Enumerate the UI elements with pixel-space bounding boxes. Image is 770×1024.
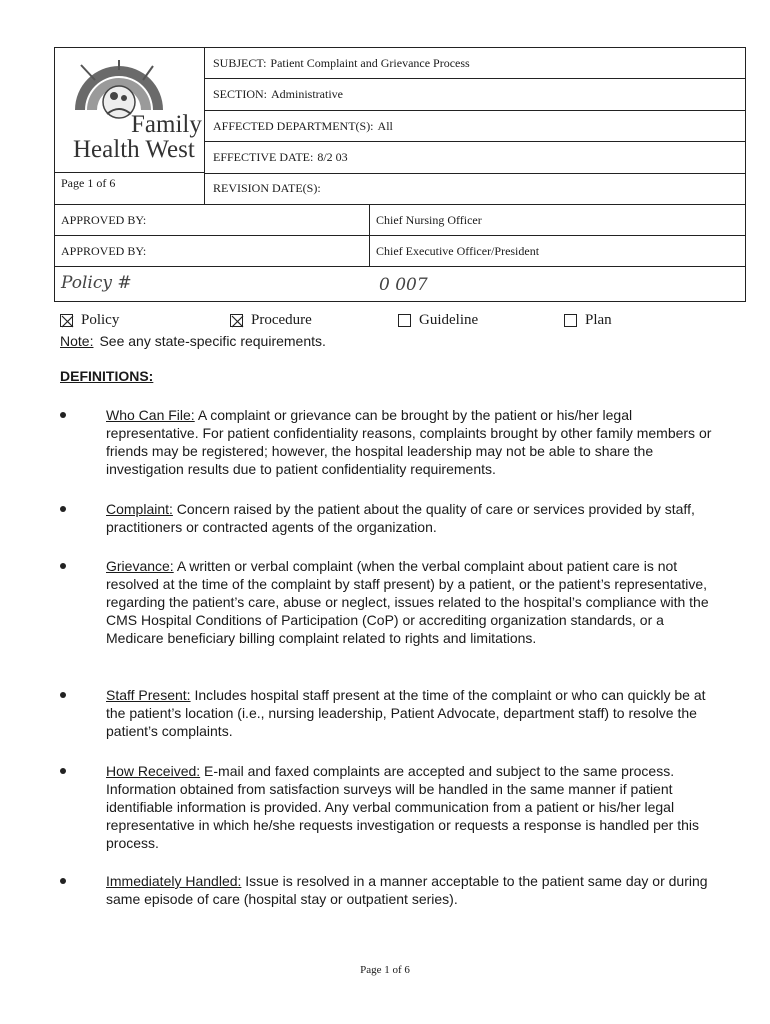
bullet-icon xyxy=(60,692,66,698)
section-label: SECTION: xyxy=(213,87,267,102)
definition-item xyxy=(60,406,720,478)
bullet-icon xyxy=(60,768,66,774)
definition-text: A complaint or grievance can be brought by the patient or his/her legal representative. For patient confidentiality reasons, complaints brought by other family members or friends may be registered; however, the hospital leadership may not be able to share the investigation results due to patient confidentiality requirements. xyxy=(106,407,712,477)
departments-row xyxy=(205,111,745,142)
procedure-checkbox[interactable] xyxy=(230,314,243,327)
document-type-options xyxy=(60,312,740,334)
effective-date-label: EFFECTIVE DATE: xyxy=(213,149,314,164)
guideline-label: Guideline xyxy=(419,312,479,328)
guideline-checkbox[interactable] xyxy=(398,314,411,327)
definitions-heading: DEFINITIONS: xyxy=(60,368,154,384)
definition-text: Issue is resolved in a manner acceptable to the patient same day or during same episode of care (hospital stay or outpatient series). xyxy=(106,873,708,907)
plan-checkbox[interactable] xyxy=(564,314,577,327)
definition-term: How Received: xyxy=(106,763,201,779)
definition-text: E-mail and faxed complaints are accepted and subject to the same process. Information obtained from satisfaction surveys will be handled in the same manner if patient identifiable information is provided. Any verbal communication from a patient or his/her legal representative in which he/she requests investigation or requests a response is handled per this process. xyxy=(106,763,700,851)
definition-text: Concern raised by the patient about the quality of care or services provided by staff, practitioners or contracted agents of the organization. xyxy=(106,501,695,535)
definition-item xyxy=(60,762,720,852)
approved-by-row-2 xyxy=(55,236,745,267)
page-of-label: Page 1 of 6 xyxy=(61,176,116,190)
subject-row xyxy=(205,48,745,79)
section-row xyxy=(205,79,745,110)
departments-value: All xyxy=(377,118,393,133)
checked-x-icon xyxy=(231,315,244,328)
logo-cell xyxy=(55,48,205,204)
policy-number-handwritten-label: Policy # xyxy=(61,273,132,293)
subject-value: Patient Complaint and Grievance Process xyxy=(270,55,470,70)
type-procedure[interactable] xyxy=(230,312,312,329)
definition-term: Staff Present: xyxy=(106,687,191,703)
bullet-icon xyxy=(60,506,66,512)
note-label: Note: xyxy=(60,333,94,349)
definition-item xyxy=(60,872,720,908)
policy-label: Policy xyxy=(81,312,120,328)
definition-term: Complaint: xyxy=(106,501,173,517)
note-text: See any state-specific requirements. xyxy=(99,333,326,349)
policy-checkbox[interactable] xyxy=(60,314,73,327)
policy-header-table xyxy=(54,47,746,302)
page-footer: Page 1 of 6 xyxy=(360,964,410,976)
bullet-icon xyxy=(60,878,66,884)
approver-role-2: Chief Executive Officer/President xyxy=(369,236,745,266)
definition-term: Who Can File: xyxy=(106,407,195,423)
bullet-icon xyxy=(60,563,66,569)
policy-number-row xyxy=(55,267,745,301)
plan-label: Plan xyxy=(585,312,612,328)
definition-text: A written or verbal complaint (when the verbal complaint about patient care is not resolved at the time of the complaint by staff present) by a patient, or the patient’s representative, regarding the patient’s care, abuse or neglect, issues related to the hospital’s compliance with the CMS Hospital Conditions of Participation (CoP) or accrediting organization standards, or a Medicare beneficiary billing complaint related to rights and limitations. xyxy=(106,558,709,646)
revision-date-row xyxy=(205,174,745,204)
definition-item xyxy=(60,557,720,647)
departments-label: AFFECTED DEPARTMENT(S): xyxy=(213,118,374,133)
type-plan[interactable] xyxy=(564,312,612,329)
approved-by-label-2: APPROVED BY: xyxy=(61,243,147,258)
effective-date-row xyxy=(205,142,745,173)
definition-item xyxy=(60,500,720,536)
bullet-icon xyxy=(60,412,66,418)
approver-role-1: Chief Nursing Officer xyxy=(369,205,745,235)
policy-number-handwritten-value: 0 007 xyxy=(379,275,428,295)
type-policy[interactable] xyxy=(60,312,119,329)
approved-by-row-1 xyxy=(55,205,745,236)
checked-x-icon xyxy=(61,315,74,328)
subject-label: SUBJECT: xyxy=(213,55,267,70)
logo-line2: Health West xyxy=(73,136,195,162)
effective-date-value: 8/2 03 xyxy=(317,149,348,164)
procedure-label: Procedure xyxy=(251,312,312,328)
family-health-west-logo-icon xyxy=(61,58,203,162)
definition-text: Includes hospital staff present at the time of the complaint or who can quickly be at the patient’s location (i.e., nursing leadership, Patient Advocate, department staff) to resolve the patient’s complaints. xyxy=(106,687,706,739)
definition-item xyxy=(60,686,720,740)
note-line xyxy=(60,333,326,349)
definition-term: Immediately Handled: xyxy=(106,873,242,889)
logo-line1: Family xyxy=(131,111,202,138)
section-value: Administrative xyxy=(271,87,343,102)
definition-term: Grievance: xyxy=(106,558,174,574)
approved-by-label-1: APPROVED BY: xyxy=(61,212,147,227)
type-guideline[interactable] xyxy=(398,312,478,329)
revision-date-label: REVISION DATE(S): xyxy=(213,181,321,196)
